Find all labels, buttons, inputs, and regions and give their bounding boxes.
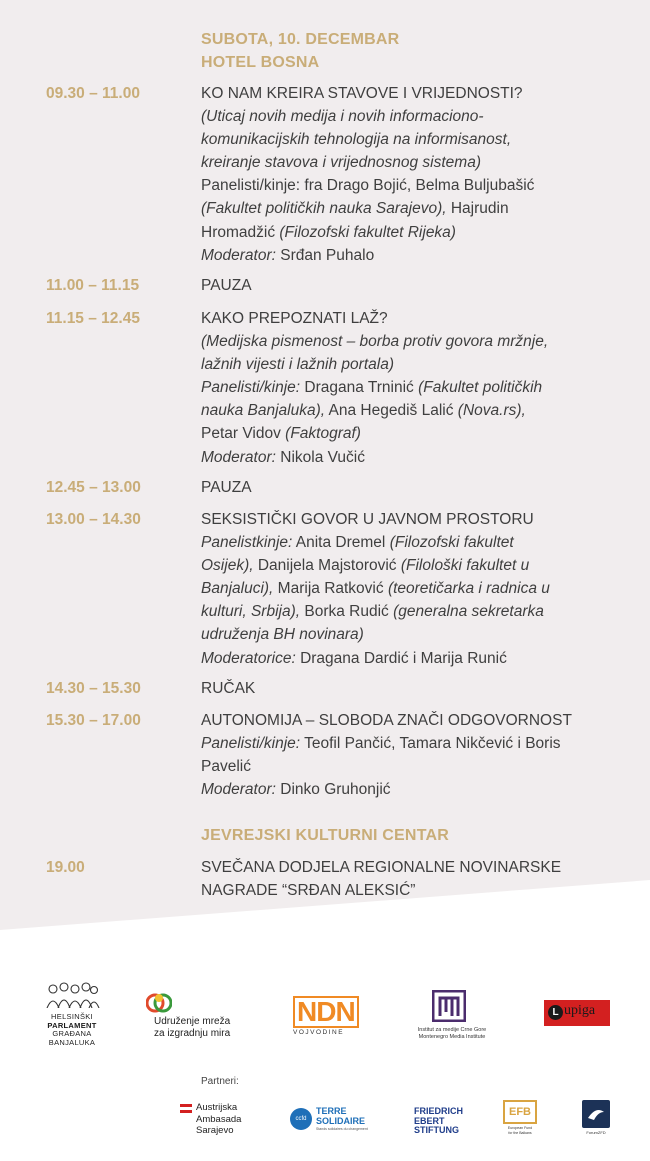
venue-jevrejski-kulturni-centar: JEVREJSKI KULTURNI CENTAR: [201, 827, 449, 844]
session-text: KO NAM KREIRA STAVOVE I VRIJEDNOSTI?: [201, 85, 523, 102]
session-line: [201, 554, 621, 577]
session-line: [201, 778, 621, 801]
session-time: 11.15 – 12.45: [46, 310, 140, 327]
austria-line: Ambasada: [196, 1113, 242, 1125]
session-time: 11.00 – 11.15: [46, 277, 140, 294]
efb-line: for the Balkans: [508, 1130, 532, 1135]
forumzfd-mark-icon: [582, 1100, 610, 1128]
fes-line: FRIEDRICH: [414, 1106, 463, 1116]
efb-logo: [503, 1100, 539, 1142]
session-text-italic: kulturi, Srbija),: [201, 603, 301, 621]
session-text-italic: lažnih vijesti i lažnih portala): [201, 356, 394, 374]
session-line: [201, 105, 621, 128]
hpgb-logo: [44, 982, 100, 1046]
session-line: [201, 399, 621, 422]
session-text-italic: (Filozofski fakultet: [389, 534, 514, 552]
imcg-mark-icon: [432, 990, 466, 1022]
hpgb-line: HELSINŠKI: [51, 1012, 93, 1021]
partners-label: Partneri:: [201, 1076, 239, 1087]
austria-line: Sarajevo: [196, 1125, 234, 1136]
session-line: [201, 677, 621, 700]
session-text-italic: (Nova.rs),: [457, 402, 526, 420]
imcg-line: Montenegro Media Institute: [418, 1034, 486, 1040]
session-text-italic: Osijek),: [201, 557, 254, 575]
session-text-italic: (Fakultet političkih: [418, 379, 543, 397]
session-text-italic: (Faktograf): [285, 425, 361, 443]
umim-line: Udruženje mreža: [154, 1016, 231, 1027]
session-text-italic: (Filološki fakultet u: [400, 557, 530, 575]
lupiga-l-icon: L: [548, 1005, 563, 1020]
session-text-italic: Moderatorice:: [201, 649, 296, 667]
session-text: Ana Hegediš Lalić: [325, 402, 458, 420]
session-text: Nikola Vučić: [275, 448, 365, 466]
session-text-italic: kreiranje stavova i vrijednosnog sistema): [201, 154, 481, 172]
fes-line: STIFTUNG: [414, 1125, 459, 1135]
venue-hotel-bosna: HOTEL BOSNA: [201, 54, 320, 71]
session-line: [201, 307, 621, 330]
session-text: Marija Ratković: [273, 580, 388, 598]
session-line: [201, 531, 621, 554]
session-content: [201, 307, 621, 469]
session-line: [201, 422, 621, 445]
umim-line: za izgradnju mira: [154, 1028, 231, 1039]
session-content: [201, 274, 621, 297]
session-text-italic: Moderator:: [201, 448, 276, 466]
session-line: [201, 353, 621, 376]
organizer-logos: [0, 980, 650, 1161]
session-content: [201, 476, 621, 499]
session-text-italic: Moderator:: [201, 246, 276, 264]
session-time: 09.30 – 11.00: [46, 85, 140, 102]
session-text-italic: (Filozofski fakultet Rijeka): [279, 223, 456, 241]
session-text-italic: nauka Banjaluka),: [201, 402, 326, 420]
imcg-line: Institut za medije Crne Gore: [417, 1027, 487, 1033]
ndn-logo: [293, 996, 357, 1036]
session-text: Borka Rudić: [300, 603, 394, 621]
session-content: [201, 508, 621, 670]
lupiga-logo: [544, 1000, 610, 1026]
terre-solidaire-logo: [290, 1106, 370, 1140]
people-drawing-icon: [44, 982, 100, 1008]
session-line: [201, 879, 621, 902]
session-text-italic: (teoretičarka i radnica u: [387, 580, 550, 598]
session-line: [201, 446, 621, 469]
ccfd-badge-icon: ccfd: [290, 1108, 312, 1130]
session-text: KAKO PREPOZNATI LAŽ?: [201, 310, 388, 327]
session-text: Srđan Puhalo: [275, 246, 375, 264]
forumzfd-logo: [582, 1100, 612, 1140]
efb-line: European Fund: [507, 1126, 533, 1130]
austria-embassy-logo: [180, 1102, 260, 1142]
session-content: [201, 709, 621, 801]
session-line: [201, 376, 621, 399]
session-line: [201, 82, 621, 105]
session-line: [201, 856, 621, 879]
session-line: [201, 600, 621, 623]
austria-flag-icon: [180, 1104, 192, 1113]
hpgb-line: BANJALUKA: [48, 1037, 96, 1047]
session-text: NAGRADE “SRĐAN ALEKSIĆ”: [201, 882, 416, 900]
forumzfd-text: ForumZFD: [586, 1130, 606, 1135]
session-line: [201, 244, 621, 267]
session-content: [201, 82, 621, 267]
session-time: 19.00: [46, 859, 85, 876]
austria-line: Austrijska: [196, 1102, 238, 1113]
session-text: Dragana Trninić: [300, 379, 419, 397]
session-content: [201, 677, 621, 700]
efb-mark: EFB: [503, 1100, 537, 1124]
session-text: AUTONOMIJA – SLOBODA ZNAČI ODGOVORNOST: [201, 712, 572, 729]
session-line: [201, 197, 621, 220]
session-text: Panelisti/kinje: fra Drago Bojić, Belma Buljubašić: [201, 177, 535, 195]
session-text-italic: (Fakultet političkih nauka Sarajevo),: [201, 200, 447, 218]
session-line: [201, 174, 621, 197]
terre-line: SOLIDAIRE: [316, 1115, 366, 1126]
session-line: [201, 709, 621, 732]
session-line: [201, 755, 621, 778]
lupiga-wordmark: upiga: [564, 1003, 596, 1018]
session-time: 14.30 – 15.30: [46, 680, 141, 697]
network-circles-icon: [146, 992, 172, 1014]
terre-tagline: Stands solidaires du changement: [316, 1127, 368, 1131]
imcg-logo: [412, 990, 492, 1044]
session-line: [201, 221, 621, 244]
umim-logo: [146, 992, 256, 1039]
terre-line: TERRE: [316, 1106, 347, 1116]
session-text: Pavelić: [201, 758, 251, 776]
session-text: Dinko Gruhonjić: [275, 781, 391, 799]
session-line: [201, 128, 621, 151]
session-text-italic: (generalna sekretarka: [393, 603, 544, 621]
session-text-italic: Panelisti/kinje:: [201, 735, 301, 753]
session-text: RUČAK: [201, 680, 256, 697]
session-line: [201, 330, 621, 353]
session-text-italic: komunikacijskih tehnologija na informisanost,: [201, 131, 512, 149]
session-text: Petar Vidov: [201, 425, 286, 443]
session-text: Anita Dremel: [292, 534, 390, 552]
day-heading: SUBOTA, 10. DECEMBAR: [201, 31, 400, 48]
session-time: 15.30 – 17.00: [46, 712, 141, 729]
session-content: [201, 856, 621, 902]
session-text: Hromadžić: [201, 223, 280, 241]
session-line: [201, 151, 621, 174]
session-text-italic: udruženja BH novinara): [201, 626, 364, 644]
session-text: PAUZA: [201, 277, 252, 294]
session-line: [201, 647, 621, 670]
session-text: SEKSISTIČKI GOVOR U JAVNOM PROSTORU: [201, 511, 534, 528]
session-text-italic: Panelistkinje:: [201, 534, 293, 552]
session-line: [201, 476, 621, 499]
session-text: Teofil Pančić, Tamara Nikčević i Boris: [300, 735, 561, 753]
session-time: 12.45 – 13.00: [46, 479, 141, 496]
hpgb-line: GRAĐANA: [52, 1029, 92, 1038]
session-text-italic: Panelisti/kinje:: [201, 379, 301, 397]
session-line: [201, 274, 621, 297]
session-text-italic: (Uticaj novih medija i novih informaciono-: [201, 108, 484, 126]
session-text: Hajrudin: [446, 200, 509, 218]
ndn-mark: NDN: [293, 996, 359, 1028]
session-line: [201, 732, 621, 755]
fes-line: EBERT: [414, 1115, 445, 1126]
session-time: 13.00 – 14.30: [46, 511, 141, 528]
session-line: [201, 577, 621, 600]
session-text: Dragana Dardić i Marija Runić: [295, 649, 507, 667]
ndn-sub: VOJVODINE: [293, 1029, 345, 1036]
session-text: SVEČANA DODJELA REGIONALNE NOVINARSKE: [201, 859, 562, 876]
session-line: [201, 623, 621, 646]
hpgb-line: PARLAMENT: [47, 1020, 97, 1030]
session-text: Danijela Majstorović: [253, 557, 401, 575]
session-text-italic: (Medijska pismenost – borba protiv govora mržnje,: [201, 333, 549, 351]
session-line: [201, 508, 621, 531]
fes-logo: [414, 1107, 474, 1137]
session-text-italic: Moderator:: [201, 781, 276, 799]
session-text-italic: Banjaluci),: [201, 580, 274, 598]
session-text: PAUZA: [201, 479, 252, 496]
